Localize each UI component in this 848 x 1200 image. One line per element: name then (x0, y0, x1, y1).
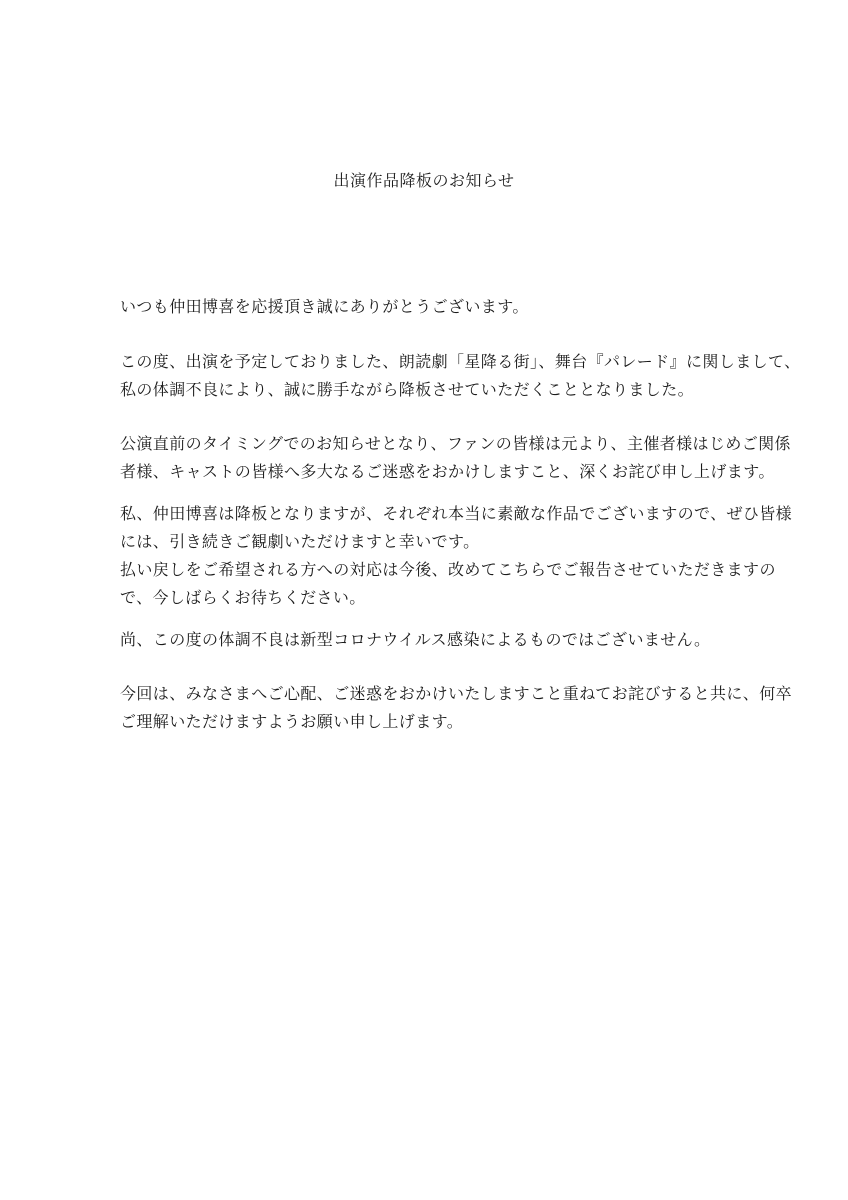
text-line: 者様、キャストの皆様へ多大なるご迷惑をおかけしますこと、深くお詫び申し上げます。 (120, 462, 775, 481)
text-line: 尚、この度の体調不良は新型コロナウイルス感染によるものではございません。 (120, 630, 711, 649)
text-line: で、今しばらくお待ちください。 (120, 588, 366, 607)
closing-paragraph (120, 680, 793, 736)
text-line: 今回は、みなさまへご心配、ご迷惑をおかけいたしますこと重ねてお詫びすると共に、何卒 (120, 684, 793, 703)
text-line: 私、仲田博喜は降板となりますが、それぞれ本当に素敵な作品でございますので、ぜひ皆様 (120, 504, 793, 523)
text-line: この度、出演を予定しておりました、朗読劇「星降る街」、舞台『パレード』に関しまして、 (120, 352, 801, 371)
announcement-paragraph (120, 348, 801, 404)
text-line: いつも仲田博喜を応援頂き誠にありがとうございます。 (120, 297, 529, 316)
text-line: 私の体調不良により、誠に勝手ながら降板させていただくこととなりました。 (120, 380, 695, 399)
document-title: 出演作品降板のお知らせ (333, 171, 515, 190)
refund-paragraph (120, 500, 793, 612)
text-line: には、引き続きご観劇いただけますと幸いです。 (120, 532, 480, 551)
text-line: ご理解いただけますようお願い申し上げます。 (120, 712, 464, 731)
greeting-paragraph (120, 293, 740, 321)
text-line: 公演直前のタイミングでのお知らせとなり、ファンの皆様は元より、主催者様はじめご関係 (120, 434, 791, 453)
notice-paragraph (120, 626, 740, 654)
apology-paragraph (120, 430, 791, 486)
text-line: 払い戻しをご希望される方への対応は今後、改めてこちらでご報告させていただきますの (120, 560, 776, 579)
